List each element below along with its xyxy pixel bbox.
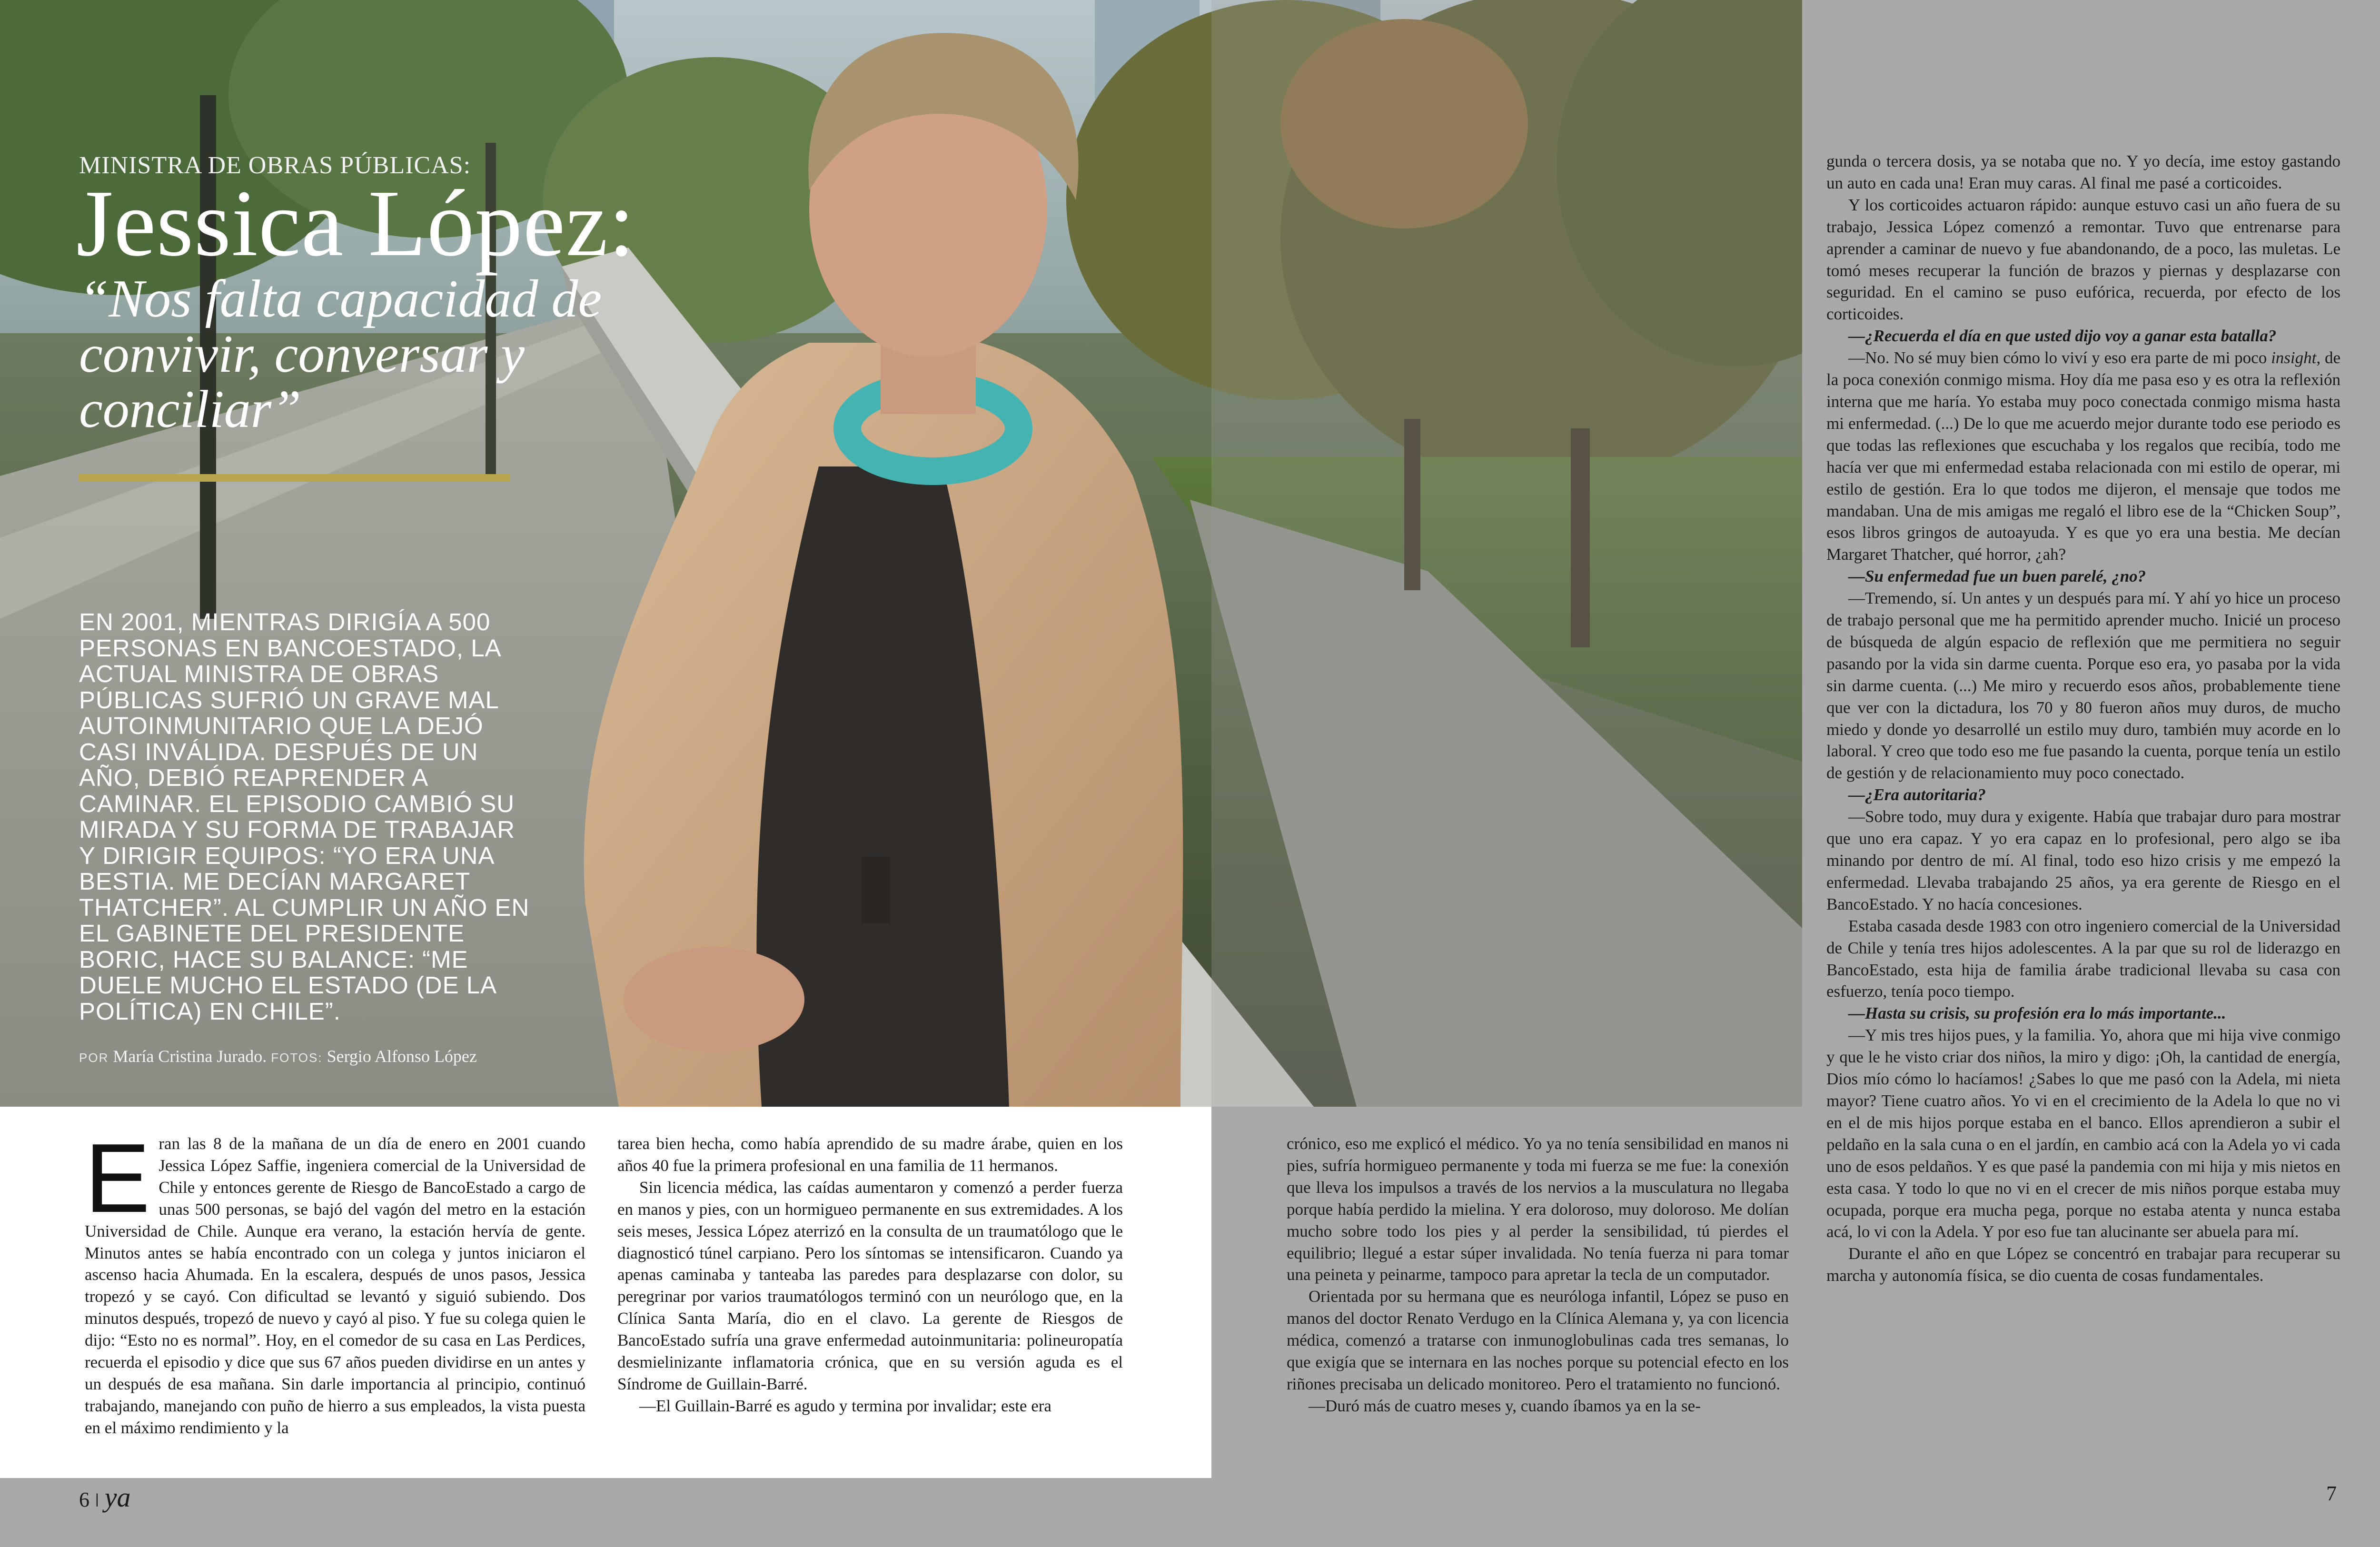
text-run: —No. No sé muy bien cómo lo viví y eso era parte de mi poco xyxy=(1848,348,2271,367)
drop-cap: E xyxy=(85,1123,150,1233)
paragraph: Durante el año en que López se concentró en trabajar para recuperar su marcha y autonomía física, se dio cuenta de cosas fundamentales. xyxy=(1826,1244,2340,1285)
photo-credit-name: Sergio Alfonso López xyxy=(327,1047,477,1066)
body-column-1 xyxy=(85,1123,585,1439)
photo-credit-label: FOTOS: xyxy=(271,1051,323,1065)
body-column-2 xyxy=(617,1133,1123,1417)
paragraph: tarea bien hecha, como había aprendido de su madre árabe, quien en los años 40 fue la primera profesional en una familia de 11 hermanos. xyxy=(617,1134,1123,1175)
text-run: , de la poca conexión conmigo misma. Hoy día me pasa eso y es otra la reflexión interna que me haría. Yo estaba muy poco conectada conmigo misma hasta mi enfermedad. (...) De lo que me acuerdo mejor durante todo ese periodo es que todas las reflexiones que escuchaba y los regalos que recibía, todo me hacía ver que mi enfermedad estaba relacionada con mi estilo de operar, mi estilo de gestión. Era lo que todos me dijeron, el mensaje que todos me mandaban. Una de mis amigas me regaló el libro ese de la “Chicken Soup”, esos libros gringos de autoayuda. Y es que yo era una bestia. Me decían Margaret Thatcher, qué horror, ¿ah? xyxy=(1826,348,2340,564)
article-subtitle: “Nos falta capacidad de convivir, conversar y conciliar” xyxy=(79,269,602,439)
page-number-right: 7 xyxy=(2326,1482,2337,1505)
paragraph: crónico, eso me explicó el médico. Yo ya no tenía sensibilidad en manos ni pies, sufría hormigueo permanente y toda mi fuerza se me fue: la conexión que lleva los impulsos a través de los nervios a la musculatura no llegaba porque había perdido la mielina. Y era doloroso, muy doloroso. Me dolían mucho sobre todo los pies y al perder la sensibilidad, tú pierdes el equilibrio; llegué a estar súper invalidada. No tenía fuerza ni para tomar una peineta y peinarme, tampoco para apretar la tecla de un computador. xyxy=(1287,1134,1789,1284)
paragraph: Orientada por su hermana que es neuróloga infantil, López se puso en manos del doctor Renato Verdugo en la Clínica Alemana y, ya con licencia médica, comenzó a tratarse con inmunoglobulinas cada tres semanas, lo que exigía que se internara en las noches porque su potencial efecto en los riñones precisaba un delicado monitoreo. Pero el tratamiento no funcionó. xyxy=(1287,1287,1789,1393)
body-column-3 xyxy=(1287,1133,1789,1417)
folio-separator: | xyxy=(95,1491,99,1507)
byline xyxy=(79,1046,477,1066)
paragraph: Y los corticoides actuaron rápido: aunque estuvo casi un año fuera de su trabajo, Jessica López comenzó a remontar. Tuvo que entrenarse para aprender a caminar de nuevo y fue abandonando, de a poco, las muletas. Le tomó meses recuperar la función de brazos y piernas y desplazarse con seguridad. En el camino se puso eufórica, recuerda, por efecto de los corticoides. xyxy=(1826,195,2340,324)
body-column-4 xyxy=(1826,150,2340,1287)
magazine-logo: ya xyxy=(104,1482,131,1513)
article-title: Jessica López: xyxy=(76,171,635,276)
paragraph: ran las 8 de la mañana de un día de enero en 2001 cuando Jessica López Saffie, ingeniera comercial de la Universidad de Chile y entonces gerente de Riesgo de BancoEstado a cargo de unas 500 personas, se bajó del vagón del metro en la estación Universidad de Chile. Aunque era verano, la estación hervía de gente. Minutos antes se había encontrado con un colega y juntos iniciaron el ascenso hacia Ahumada. En la escalera, después de unos pasos, Jessica tropezó y se cayó. Con dificultad se levantó y siguió subiendo. Dos minutos después, tropezó de nuevo y cayó al piso. Y fue su colega quien le dijo: “Esto no es normal”. Hoy, en el comedor de su casa en Las Perdices, recuerda el episodio y dice que sus 67 años pueden dividirse en un antes y un después de esa mañana. Sin darle importancia al principio, continuó trabajando, manejando con puño de hierro a sus empleados, la vista puesta en el máximo rendimiento y la xyxy=(85,1134,585,1437)
interview-question: —¿Era autoritaria? xyxy=(1848,785,1986,804)
interview-question: —Hasta su crisis, su profesión era lo más importante... xyxy=(1848,1004,2226,1023)
title-divider xyxy=(79,474,510,482)
paragraph: Estaba casada desde 1983 con otro ingeniero comercial de la Universidad de Chile y tenía tres hijos adolescentes. A la par que su rol de liderazgo en BancoEstado, esta hija de familia árabe tradicional llevaba su casa con esfuerzo, tenía poco tiempo. xyxy=(1826,916,2340,1001)
emphasis: insight xyxy=(2271,348,2317,367)
byline-author: María Cristina Jurado. xyxy=(113,1047,267,1066)
interview-question: —¿Recuerda el día en que usted dijo voy a ganar esta batalla? xyxy=(1848,327,2277,346)
paragraph: gunda o tercera dosis, ya se notaba que no. Y yo decía, ime estoy gastando un auto en cada una! Eran muy caras. Al final me pasé a corticoides. xyxy=(1826,152,2340,192)
page-folio-left xyxy=(79,1481,131,1513)
paragraph: —Duró más de cuatro meses y, cuando íbamos ya en la se- xyxy=(1309,1396,1701,1415)
paragraph: —Tremendo, sí. Un antes y un después para mí. Y ahí yo hice un proceso de trabajo personal que me ha permitido aprender mucho. Inicié un proceso de búsqueda de algún espacio de reflexión que me permitiera no seguir pasando por la vida sin darme cuenta. Porque eso era, yo pasaba por la vida sin darme cuenta. (...) Me miro y recuerdo esos años, probablemente tiene que ver con la dictadura, los 70 y 80 fueron años muy duros, de mucho miedo y donde yo desarrollé un estilo muy duro, también muy acorde en lo laboral. Y creo que todo eso me fue pasando la cuenta, porque tenía un estilo de gestión y de relacionamiento muy poco conectado. xyxy=(1826,589,2340,783)
section-kicker: MINISTRA DE OBRAS PÚBLICAS: xyxy=(79,152,471,179)
paragraph: Sin licencia médica, las caídas aumentaron y comenzó a perder fuerza en manos y pies, con un hormigueo permanente en sus extremidades. A los seis meses, Jessica López aterrizó en la consulta de un traumatólogo que le diagnosticó túnel carpiano. Pero los síntomas se intensificaron. Cuando ya apenas caminaba y tanteaba las paredes para desplazarse con dolor, su peregrinar por varios traumatólogos terminó con un neurólogo que, en la Clínica Santa María, dio en el clavo. La gerente de Riesgos de BancoEstado sufría una grave enfermedad autoinmunitaria: polineuropatía desmielinizante inflamatoria crónica, que en su versión aguda es el Síndrome de Guillain-Barré. xyxy=(617,1178,1123,1393)
paragraph: —Sobre todo, muy dura y exigente. Había que trabajar duro para mostrar que uno era capaz. Y yo era capaz en lo profesional, pero algo se iba minando por dentro de mí. Al final, todo eso hizo crisis y me empezó la enfermedad. Llevaba trabajando 25 años, ya era gerente de Riesgo en el BancoEstado. Y no hacía concesiones. xyxy=(1826,807,2340,913)
paragraph xyxy=(1826,347,2340,565)
paragraph: —Y mis tres hijos pues, y la familia. Yo, ahora que mi hija vive conmigo y que le he visto criar dos niños, la miro y digo: ¡Oh, la cantidad de energía, Dios mío cómo lo hacíamos! ¿Sabes lo que me pasó con la Adela, mi nieta mayor? Tiene cuatro años. Yo vi en el crecimiento de la Adela lo que no vi en el de mis hijos porque estaba en el banco. Ellos aprendieron a subir el peldaño en la sala cuna o en el jardín, en cambio acá con la Adela yo vi cada uno de esos peldaños. Y es que pasé la pandemia con mi hija y mis nietos en esta casa. Y todo lo que no vi en el crecer de mis niños porque estaba muy ocupada, porque era mucha pega, porque no estaba atenta y nunca estaba acá, lo vi con la Adela. Y por eso fue tan alucinante ser abuela para mí. xyxy=(1826,1026,2340,1241)
article-lead: EN 2001, MIENTRAS DIRIGÍA A 500 PERSONAS EN BANCOESTADO, LA ACTUAL MINISTRA DE OBRAS PÚBLICAS SUFRIÓ UN GRAVE MAL AUTOINMUNITARIO QUE LA DEJÓ CASI INVÁLIDA. DESPUÉS DE UN AÑO, DEBIÓ REAPRENDER A CAMINAR. EL EPISODIO CAMBIÓ SU MIRADA Y SU FORMA DE TRABAJAR Y DIRIGIR EQUIPOS: “YO ERA UNA BESTIA. ME DECÍAN MARGARET THATCHER”. AL CUMPLIR UN AÑO EN EL GABINETE DEL PRESIDENTE BORIC, HACE SU BALANCE: “ME DUELE MUCHO EL ESTADO (DE LA POLÍTICA) EN CHILE”. xyxy=(79,608,530,1025)
paragraph: —El Guillain-Barré es agudo y termina por invalidar; este era xyxy=(639,1396,1051,1415)
byline-label: POR xyxy=(79,1051,109,1065)
right-page-tint xyxy=(1211,0,1802,1107)
interview-question: —Su enfermedad fue un buen parelé, ¿no? xyxy=(1848,567,2146,586)
page-number: 6 xyxy=(79,1488,89,1511)
